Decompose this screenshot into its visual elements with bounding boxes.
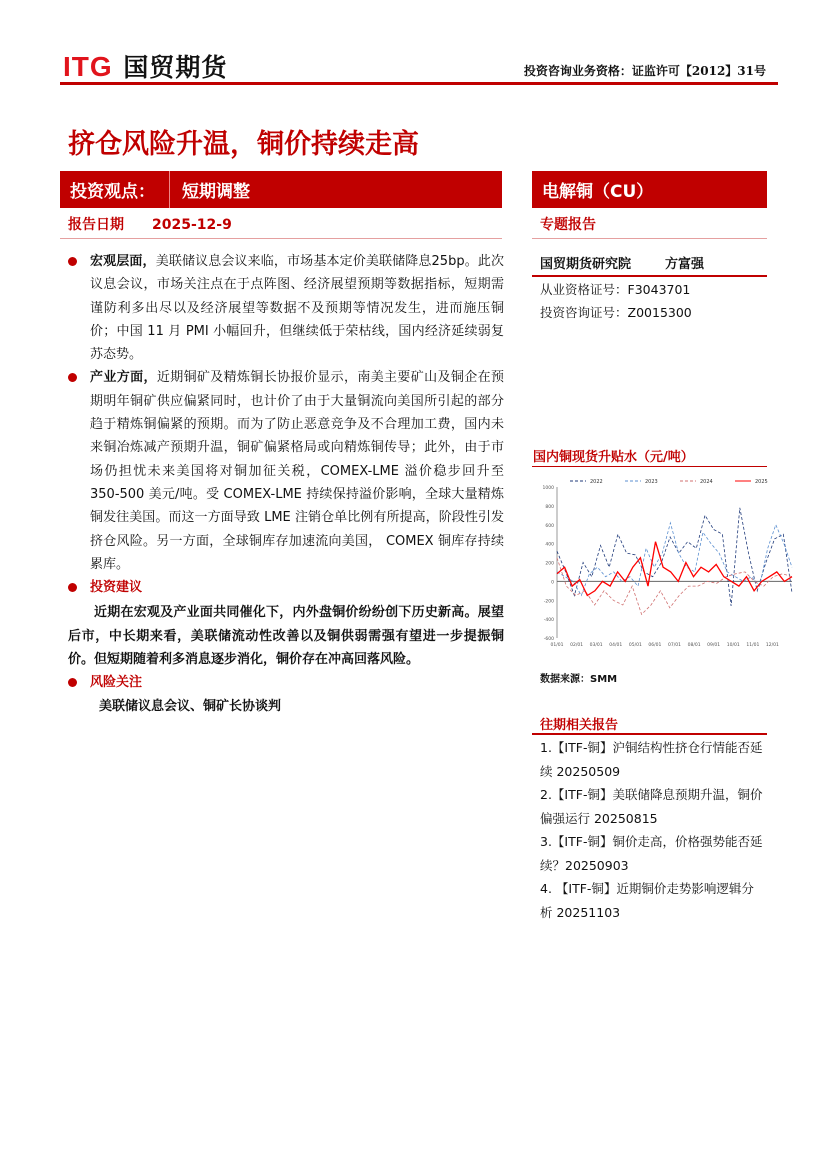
y-tick-label: -600 bbox=[543, 637, 554, 642]
x-tick-label: 09/01 bbox=[707, 643, 721, 648]
series-line-2025 bbox=[557, 542, 792, 596]
risk-text: 美联储议息会议、铜矿长协谈判 bbox=[99, 698, 282, 714]
consult-number: 投资咨询证号：Z0015300 bbox=[540, 305, 692, 320]
x-tick-label: 01/01 bbox=[550, 643, 564, 648]
divider bbox=[532, 275, 767, 277]
x-tick-label: 10/01 bbox=[726, 643, 740, 648]
chart-source: 数据来源：SMM bbox=[540, 674, 618, 685]
license-text: 投资咨询业务资格：证监许可【2012】31号 bbox=[523, 64, 766, 78]
x-tick-label: 02/01 bbox=[570, 643, 584, 648]
series-line-2022 bbox=[557, 508, 792, 606]
advice-heading: 投资建议 bbox=[68, 576, 504, 599]
related-report-link[interactable]: 1.【ITF-铜】沪铜结构性挤仓行情能否延续 20250509 bbox=[540, 740, 763, 779]
y-tick-label: 600 bbox=[545, 523, 554, 529]
premium-chart bbox=[530, 475, 800, 655]
x-tick-label: 06/01 bbox=[648, 643, 662, 648]
x-tick-label: 08/01 bbox=[687, 643, 701, 648]
legend-label: 2023 bbox=[645, 479, 658, 485]
report-type: 专题报告 bbox=[540, 217, 596, 233]
legend-label: 2022 bbox=[590, 479, 603, 485]
macro-paragraph: 宏观层面，美联储议息会议来临，市场基本定价美联储降息25bp。此次议息会议，市场关注点在于点阵图、经济展望预期等数据指标，短期需谨防利多出尽以及经济展望等数据不及预期等情况发生，进而施压铜价；中国 11 月 PMI 小幅回升，但继续低于荣枯线，国内经济延续弱复苏态势。 bbox=[68, 250, 504, 366]
series-line-2023 bbox=[557, 523, 792, 596]
chart-title: 国内铜现货升贴水（元/吨） bbox=[533, 450, 694, 465]
divider bbox=[532, 466, 767, 467]
x-tick-label: 12/01 bbox=[765, 643, 779, 648]
x-tick-label: 05/01 bbox=[628, 643, 642, 648]
header-divider bbox=[60, 82, 778, 85]
divider bbox=[532, 238, 767, 239]
related-report-link[interactable]: 4. 【ITF-铜】近期铜价走势影响逻辑分析 20251103 bbox=[540, 881, 754, 920]
bullet-icon bbox=[68, 257, 77, 266]
investment-view-bar: 投资观点： 短期调整 bbox=[60, 171, 502, 208]
risk-heading: 风险关注 bbox=[68, 671, 504, 694]
report-title: 挤仓风险升温，铜价持续走高 bbox=[68, 129, 419, 160]
bullet-icon bbox=[68, 583, 77, 592]
related-heading: 往期相关报告 bbox=[540, 718, 619, 733]
bullet-icon bbox=[68, 678, 77, 687]
y-tick-label: 800 bbox=[545, 504, 554, 510]
y-tick-label: -200 bbox=[543, 599, 554, 605]
legend-label: 2025 bbox=[755, 479, 768, 485]
related-report-link[interactable]: 3.【ITF-铜】铜价走高，价格强势能否延续？20250903 bbox=[540, 834, 763, 873]
legend-label: 2024 bbox=[700, 479, 713, 485]
divider bbox=[60, 238, 502, 239]
report-body bbox=[68, 250, 504, 718]
x-tick-label: 11/01 bbox=[746, 643, 760, 648]
analyst-line: 国贸期货研究院 方富强 bbox=[540, 257, 705, 272]
company-logo: ITG 国贸期货 bbox=[63, 51, 228, 82]
x-tick-label: 07/01 bbox=[668, 643, 681, 648]
divider bbox=[532, 733, 767, 735]
advice-text: 近期在宏观及产业面共同催化下，内外盘铜价纷纷创下历史新高。展望后市，中长期来看，美联储流动性改善以及铜供弱需强有望进一步提振铜价。但短期随着利多消息逐步消化，铜价存在冲高回落风险。 bbox=[68, 605, 504, 668]
y-tick-label: -400 bbox=[543, 618, 554, 624]
series-line-2024 bbox=[557, 558, 792, 615]
y-tick-label: 200 bbox=[545, 561, 554, 567]
report-date: 报告日期 2025-12-9 bbox=[68, 217, 232, 233]
x-tick-label: 04/01 bbox=[609, 643, 623, 648]
bullet-icon bbox=[68, 373, 77, 382]
y-tick-label: 400 bbox=[545, 542, 554, 548]
x-tick-label: 03/01 bbox=[589, 643, 603, 648]
product-bar: 电解铜（CU） bbox=[532, 171, 767, 208]
y-tick-label: 0 bbox=[551, 580, 554, 586]
cert-number: 从业资格证号：F3043701 bbox=[540, 282, 691, 297]
related-reports bbox=[540, 736, 765, 924]
related-report-link[interactable]: 2.【ITF-铜】美联储降息预期升温，铜价偏强运行 20250815 bbox=[540, 787, 763, 826]
industry-paragraph: 产业方面，近期铜矿及精炼铜长协报价显示，南美主要矿山及铜企在预期明年铜矿供应偏紧同时，也计价了由于大量铜流向美国所引起的部分趋于精炼铜偏紧的预期。而为了防止恶意竞争及不合理加工费，国内未来铜冶炼减产预期升温，铜矿偏紧格局或向精炼铜传导；此外，由于市场仍担忧未来美国将对铜加征关税，COMEX-LME 溢价稳步回升至 350-500 美元/吨。受 COMEX-LME 持续保持溢价影响，全球大量精炼铜发往美国。而这一方面导致 LME 注销仓单比例有所提高，阶段性引发挤仓风险。另一方面，全球铜库存加速流向美国， COMEX 铜库存持续累库。 bbox=[68, 366, 504, 576]
y-tick-label: 1000 bbox=[542, 486, 554, 491]
